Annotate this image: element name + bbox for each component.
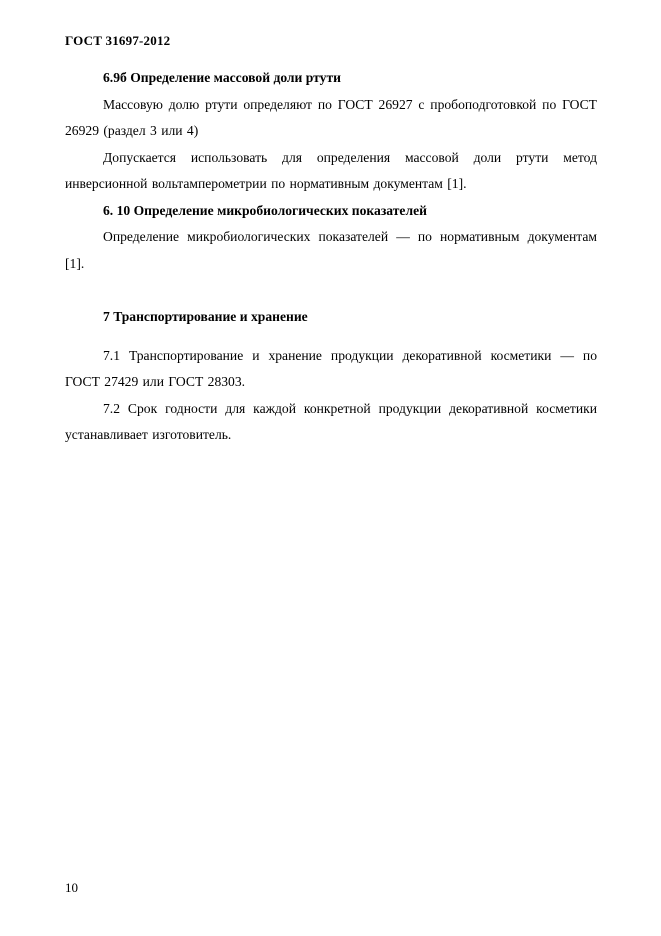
- paragraph-7-2-shelf-life: 7.2 Срок годности для каждой конкретной продукции декоративной косметики устанавливает изготовитель.: [65, 400, 597, 442]
- section-heading-6-10: 6. 10 Определение микробиологических показателей: [103, 202, 427, 218]
- section-heading-6-9b: 6.9б Определение массовой доли ртути: [103, 70, 341, 85]
- paragraph-microbiological: Определение микробиологических показателей — по нормативным документам [1].: [65, 229, 597, 271]
- paragraph-7-1-transport: 7.1 Транспортирование и хранение продукции декоративной косметики — по ГОСТ 27429 или ГОСТ 28303.: [65, 347, 597, 389]
- document-content: [0, 0, 661, 449]
- paragraph-mercury-voltammetry: Допускается использовать для определения массовой доли ртути метод инверсионной вольтамперометрии по нормативным документам [1].: [65, 149, 597, 191]
- page-number: 10: [65, 880, 78, 895]
- section-heading-7: 7 Транспортирование и хранение: [103, 309, 308, 324]
- document-header-doc-number: ГОСТ 31697-2012: [65, 33, 171, 48]
- paragraph-mercury-determination: Массовую долю ртути определяют по ГОСТ 26927 с пробоподготовкой по ГОСТ 26929 (раздел 3 или 4): [65, 96, 597, 138]
